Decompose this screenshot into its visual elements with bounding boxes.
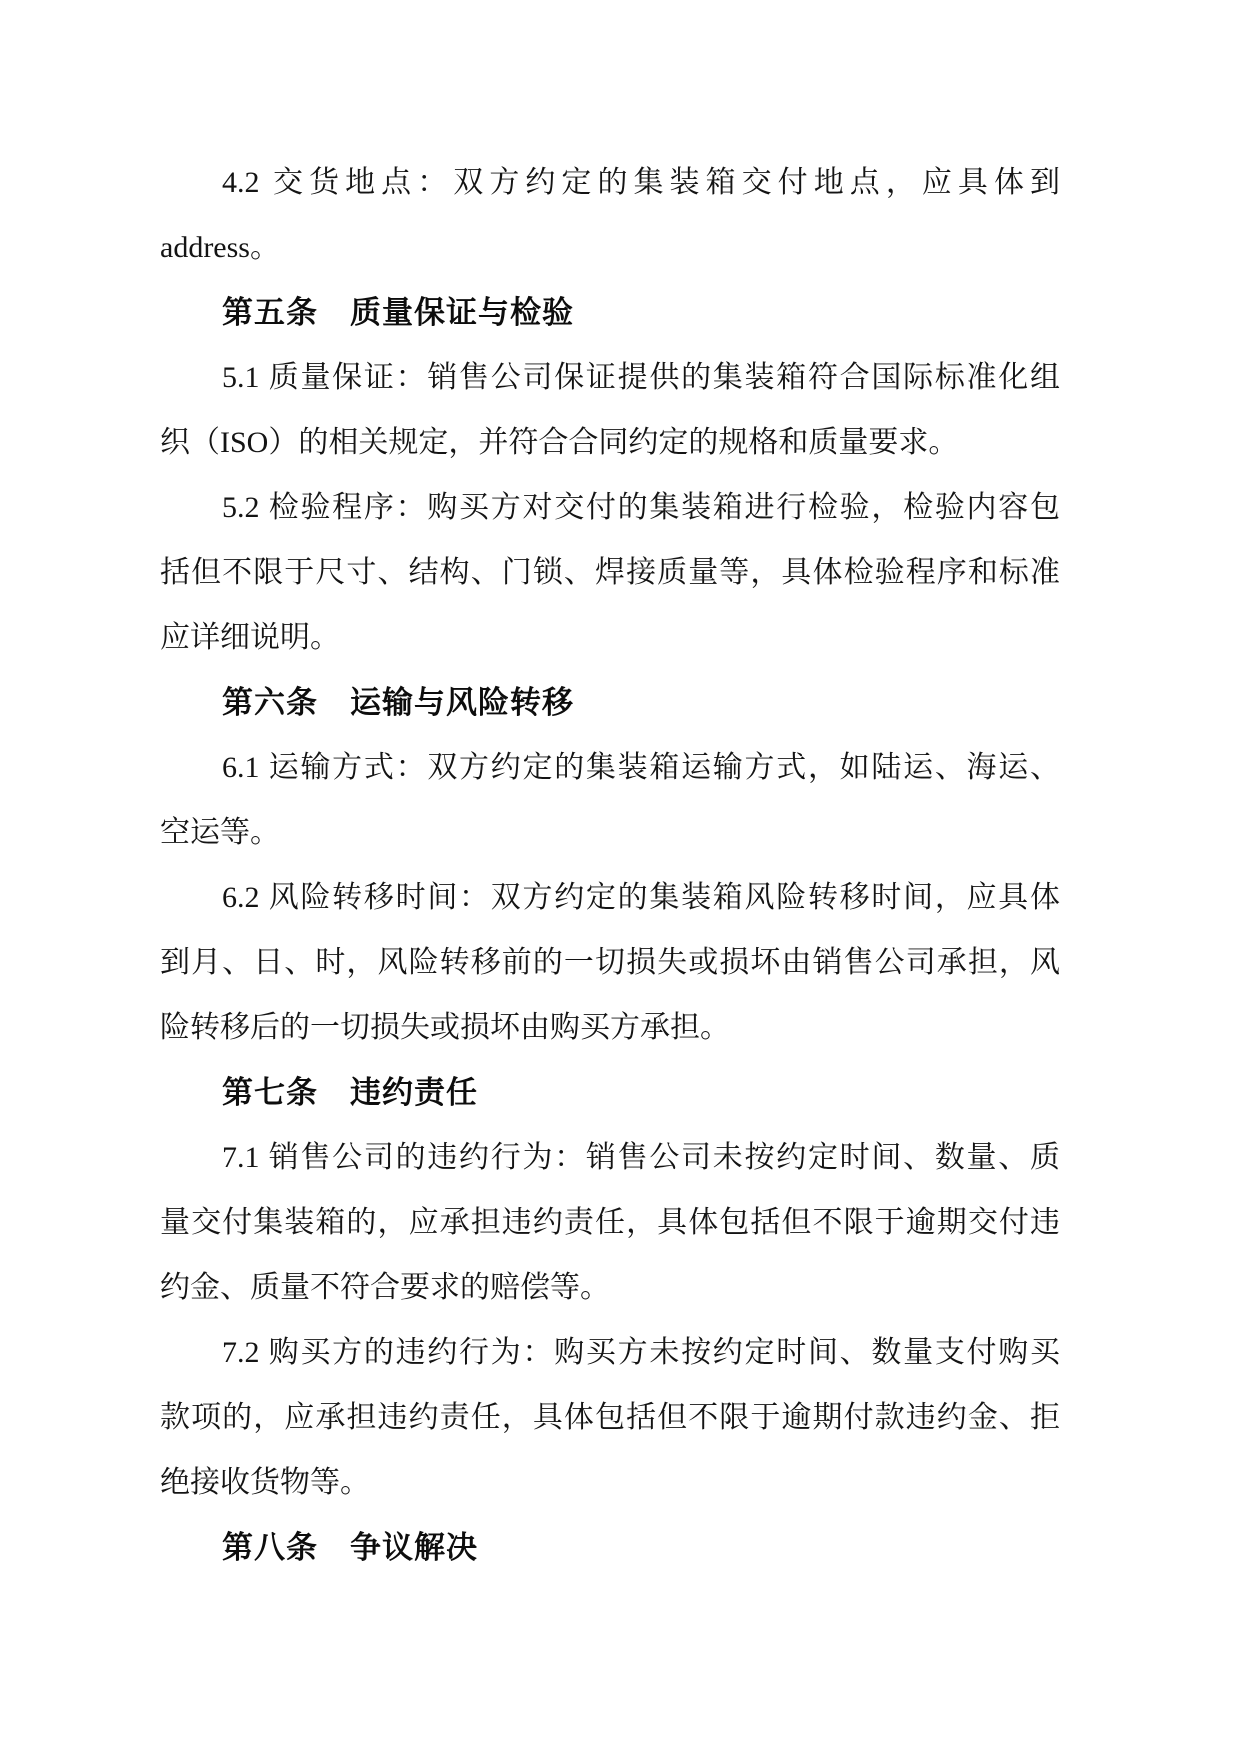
section-heading: 第七条 违约责任 — [222, 1075, 478, 1110]
paragraph-line: 括但不限于尺寸、结构、门锁、焊接质量等，具体检验程序和标准 — [160, 556, 1060, 589]
paragraph-line: 5.1 质量保证：销售公司保证提供的集装箱符合国际标准化组 — [222, 361, 1060, 394]
paragraph-line: 6.1 运输方式：双方约定的集装箱运输方式，如陆运、海运、 — [222, 751, 1060, 784]
paragraph-line: 约金、质量不符合要求的赔偿等。 — [160, 1271, 610, 1304]
section-heading: 第六条 运输与风险转移 — [222, 685, 574, 720]
paragraph-line: 4.2 交货地点：双方约定的集装箱交付地点，应具体到 — [222, 166, 1060, 199]
paragraph-line: 绝接收货物等。 — [160, 1466, 370, 1499]
paragraph-line: 5.2 检验程序：购买方对交付的集装箱进行检验，检验内容包 — [222, 491, 1060, 524]
section-heading: 第八条 争议解决 — [222, 1530, 478, 1565]
paragraph-line: 7.2 购买方的违约行为：购买方未按约定时间、数量支付购买 — [222, 1336, 1060, 1369]
section-heading: 第五条 质量保证与检验 — [222, 295, 574, 330]
paragraph-line: 款项的，应承担违约责任，具体包括但不限于逾期付款违约金、拒 — [160, 1401, 1060, 1434]
paragraph-line: 到月、日、时，风险转移前的一切损失或损坏由销售公司承担，风 — [160, 946, 1060, 979]
paragraph-line: address。 — [160, 231, 280, 264]
paragraph-line: 7.1 销售公司的违约行为：销售公司未按约定时间、数量、质 — [222, 1141, 1060, 1174]
paragraph-line: 6.2 风险转移时间：双方约定的集装箱风险转移时间，应具体 — [222, 881, 1060, 914]
contract-text-block — [160, 150, 1060, 1580]
paragraph-line: 织（ISO）的相关规定，并符合合同约定的规格和质量要求。 — [160, 426, 959, 459]
paragraph-line: 空运等。 — [160, 816, 280, 849]
paragraph-line: 量交付集装箱的，应承担违约责任，具体包括但不限于逾期交付违 — [160, 1206, 1060, 1239]
paragraph-line: 险转移后的一切损失或损坏由购买方承担。 — [160, 1011, 730, 1044]
paragraph-line: 应详细说明。 — [160, 621, 340, 654]
